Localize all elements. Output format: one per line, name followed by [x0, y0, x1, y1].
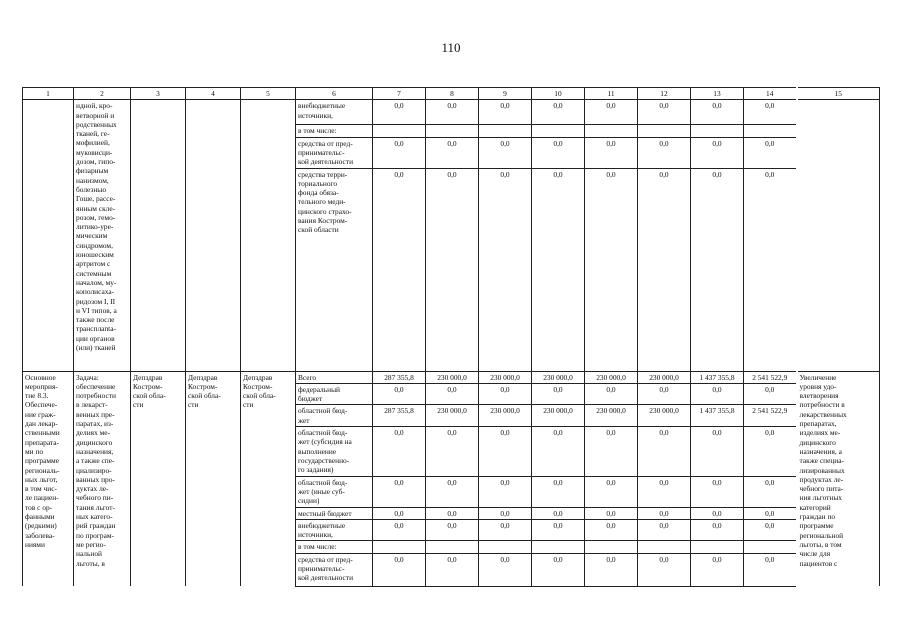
coexecutor-text: Депздрав Костром- ской обла- сти: [186, 371, 241, 586]
value-cell: 0,0: [638, 100, 691, 125]
value-cell: 0,0: [585, 519, 638, 541]
value-cell: 0,0: [691, 519, 744, 541]
value-cell: 0,0: [691, 168, 744, 371]
row-label: федеральный бюджет: [296, 383, 373, 405]
measure-title: Основное мероприя- тие 8.3. Обеспече- ние граж- дан лекар- ственными препарата- ми по программе региональ- ных льгот, в том чис- ле пациен- тов с ор- фанными (редкими) заболева- ниями: [23, 371, 74, 586]
value-cell: 0,0: [426, 168, 479, 371]
executor-text: Депздрав Костром- ской обла- сти: [131, 371, 186, 586]
value-cell: 0,0: [638, 507, 691, 519]
value-cell: 0,0: [638, 427, 691, 476]
value-cell: 0,0: [638, 553, 691, 586]
value-cell: [426, 125, 479, 137]
column-number: 9: [479, 88, 532, 100]
value-cell: 0,0: [691, 137, 744, 168]
column-number: 11: [585, 88, 638, 100]
value-cell: 0,0: [585, 553, 638, 586]
page-number: 110: [441, 40, 461, 55]
row-label: областной бюд- жет (иные суб- сидии): [296, 476, 373, 507]
value-cell: 0,0: [426, 427, 479, 476]
value-cell: 230 000,0: [638, 371, 691, 383]
column-number: 13: [691, 88, 744, 100]
row-label: областной бюд- жет: [296, 405, 373, 427]
table-body: [23, 88, 880, 587]
value-cell: 0,0: [691, 383, 744, 405]
value-cell: 0,0: [638, 168, 691, 371]
column-number: 7: [373, 88, 426, 100]
value-cell: 1 437 355,8: [691, 371, 744, 383]
participant-text: Депздрав Костром- ской обла- сти: [241, 371, 296, 586]
value-cell: [532, 125, 585, 137]
value-cell: 0,0: [373, 383, 426, 405]
value-cell: 0,0: [373, 168, 426, 371]
column-number: 1: [23, 88, 74, 100]
value-cell: 0,0: [426, 137, 479, 168]
value-cell: 0,0: [373, 553, 426, 586]
value-cell: 0,0: [744, 507, 797, 519]
value-cell: 0,0: [585, 507, 638, 519]
value-cell: [638, 125, 691, 137]
column-number: 10: [532, 88, 585, 100]
value-cell: 230 000,0: [426, 405, 479, 427]
value-cell: 0,0: [532, 553, 585, 586]
value-cell: 0,0: [373, 476, 426, 507]
value-cell: 0,0: [426, 100, 479, 125]
value-cell: 0,0: [691, 427, 744, 476]
value-cell: 0,0: [426, 383, 479, 405]
row-label: внебюджетные источники,: [296, 519, 373, 541]
value-cell: 230 000,0: [479, 371, 532, 383]
column-number: 14: [744, 88, 797, 100]
value-cell: 0,0: [691, 553, 744, 586]
value-cell: 0,0: [479, 383, 532, 405]
value-cell: [744, 541, 797, 553]
value-cell: 0,0: [638, 519, 691, 541]
value-cell: [426, 541, 479, 553]
value-cell: 0,0: [744, 427, 797, 476]
value-cell: 0,0: [426, 519, 479, 541]
row-label: областной бюд- жет (субсидия на выполнение государственно- го задания): [296, 427, 373, 476]
value-cell: 0,0: [744, 137, 797, 168]
value-cell: 0,0: [744, 519, 797, 541]
value-cell: 0,0: [638, 383, 691, 405]
value-cell: 0,0: [532, 507, 585, 519]
value-cell: 230 000,0: [532, 405, 585, 427]
value-cell: 0,0: [532, 383, 585, 405]
value-cell: 230 000,0: [426, 371, 479, 383]
value-cell: 2 541 522,9: [744, 405, 797, 427]
value-cell: 0,0: [585, 168, 638, 371]
value-cell: 0,0: [426, 507, 479, 519]
program-table: [22, 87, 880, 587]
value-cell: 0,0: [532, 100, 585, 125]
value-cell: 0,0: [638, 137, 691, 168]
value-cell: [744, 125, 797, 137]
column-number: 8: [426, 88, 479, 100]
row-label: средства терри- ториального фонда обяза- тельного меди- цинского страхо- вания Костром- ской области: [296, 168, 373, 371]
value-cell: 230 000,0: [585, 405, 638, 427]
value-cell: 0,0: [373, 427, 426, 476]
value-cell: [691, 541, 744, 553]
row-label: Всего: [296, 371, 373, 383]
value-cell: 230 000,0: [479, 405, 532, 427]
value-cell: 0,0: [373, 507, 426, 519]
block1-col5-cell: [241, 100, 296, 371]
value-cell: [585, 541, 638, 553]
block1-col1-cell: [23, 100, 74, 371]
value-cell: 0,0: [691, 476, 744, 507]
row-label: местный бюджет: [296, 507, 373, 519]
value-cell: 0,0: [744, 476, 797, 507]
row-label: в том числе:: [296, 541, 373, 553]
value-cell: 0,0: [585, 100, 638, 125]
task-text: Задача: обеспечение потребности в лекарст- венных пре- паратах, из- делиях ме- дицинского назначения, а также спе- циализиро- ванных про- дуктах ле- чебного пи- тания льгот- ных катего- рий граждан по програм- ме регио- нальной льготы, в: [74, 371, 131, 586]
row-label: средства от пред- принимательс- кой деятельности: [296, 137, 373, 168]
value-cell: 230 000,0: [532, 371, 585, 383]
value-cell: [532, 541, 585, 553]
value-cell: 0,0: [479, 100, 532, 125]
value-cell: 0,0: [479, 476, 532, 507]
value-cell: 0,0: [585, 427, 638, 476]
block1-col4-cell: [186, 100, 241, 371]
value-cell: 1 437 355,8: [691, 405, 744, 427]
value-cell: [585, 125, 638, 137]
value-cell: 0,0: [638, 476, 691, 507]
value-cell: 0,0: [744, 383, 797, 405]
value-cell: 0,0: [373, 519, 426, 541]
value-cell: [638, 541, 691, 553]
value-cell: 0,0: [479, 168, 532, 371]
column-number: 2: [74, 88, 131, 100]
value-cell: [373, 541, 426, 553]
column-number: 6: [296, 88, 373, 100]
value-cell: 0,0: [532, 137, 585, 168]
value-cell: 0,0: [532, 476, 585, 507]
column-number: 3: [131, 88, 186, 100]
value-cell: 0,0: [532, 519, 585, 541]
block1-col3-cell: [131, 100, 186, 371]
value-cell: 0,0: [479, 553, 532, 586]
value-cell: 0,0: [744, 168, 797, 371]
block1-col2-text: идной, кро- ветворной и родственных тканей, ге- мофилией, муковисци- дозом, гипо- физарным нанизмом, болезнью Гоше, рассе- янным скле- розом, гемо- литико-уре- мическим синдромом, юношеским артритом с системным началом, му- кополисаха- ридозом I, II и VI типов, а также после трансплanta- ции органов (или) тканей: [74, 100, 131, 371]
value-cell: 0,0: [532, 168, 585, 371]
value-cell: 0,0: [479, 137, 532, 168]
value-cell: [479, 541, 532, 553]
value-cell: [373, 125, 426, 137]
value-cell: 0,0: [744, 100, 797, 125]
value-cell: [479, 125, 532, 137]
header-row: [23, 88, 880, 100]
value-cell: 0,0: [691, 100, 744, 125]
value-cell: 0,0: [744, 553, 797, 586]
value-cell: 0,0: [691, 507, 744, 519]
value-cell: 2 541 522,9: [744, 371, 797, 383]
row-label: средства от пред- принимательс- кой деятельности: [296, 553, 373, 586]
value-cell: 0,0: [585, 383, 638, 405]
row-label: в том числе:: [296, 125, 373, 137]
value-cell: 0,0: [532, 427, 585, 476]
row-label: внебюджетные источники,: [296, 100, 373, 125]
expected-result-text: Увеличение уровня удо- влетворения потребности в лекарственных препаратах, изделиях ме- дицинского назначения, а также специа- лизированных продуктах ле- чебного пита- ния льготных категорий граждан по программе региональной льготы, в том числе для пациентов с: [797, 371, 880, 586]
column-number: 12: [638, 88, 691, 100]
value-cell: 0,0: [479, 519, 532, 541]
value-cell: 0,0: [585, 137, 638, 168]
block1-col15-cell: [797, 100, 880, 371]
column-number: 5: [241, 88, 296, 100]
table-row: [23, 371, 880, 383]
value-cell: 230 000,0: [585, 371, 638, 383]
value-cell: [691, 125, 744, 137]
value-cell: 0,0: [585, 476, 638, 507]
value-cell: 230 000,0: [638, 405, 691, 427]
value-cell: 0,0: [479, 507, 532, 519]
value-cell: 0,0: [373, 137, 426, 168]
value-cell: 287 355,8: [373, 405, 426, 427]
column-number: 4: [186, 88, 241, 100]
value-cell: 0,0: [426, 476, 479, 507]
value-cell: 0,0: [479, 427, 532, 476]
value-cell: 287 355,8: [373, 371, 426, 383]
value-cell: 0,0: [373, 100, 426, 125]
value-cell: 0,0: [426, 553, 479, 586]
column-number: 15: [797, 88, 880, 100]
table-row: [23, 100, 880, 125]
